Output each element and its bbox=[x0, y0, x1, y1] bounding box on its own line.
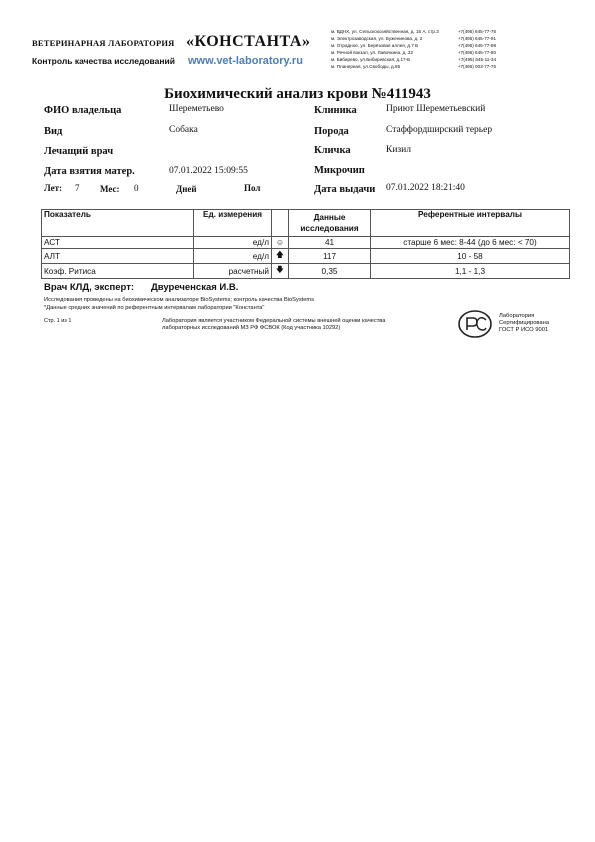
table-row bbox=[42, 237, 570, 249]
address-text: м. Отрадное, ул. Берёзовая аллея, д.7 Б bbox=[331, 43, 419, 48]
quality-control-text: Контроль качества исследований bbox=[32, 56, 175, 66]
owner-value: Шереметьево bbox=[169, 104, 224, 114]
website-link[interactable]: www.vet-laboratory.ru bbox=[188, 55, 303, 67]
ref-cell: 1,1 - 1,3 bbox=[371, 264, 570, 279]
certification-line: Лаборатория bbox=[499, 313, 535, 319]
certification-line: Сертифицирована bbox=[499, 320, 550, 326]
issue-date-value: 07.01.2022 18:21:40 bbox=[386, 183, 465, 193]
nickname-value: Кизил bbox=[386, 145, 411, 155]
phone-text: +7(495) 645-11-34 bbox=[458, 57, 496, 62]
value-cell: 0,35 bbox=[289, 264, 371, 279]
issue-date-label: Дата выдачи bbox=[314, 184, 376, 195]
arrow-down-icon: 🡇 bbox=[272, 264, 289, 279]
phone-text: +7(495) 645-77-76 bbox=[457, 29, 496, 34]
report-title: Биохимический анализ крови №411943 bbox=[164, 86, 431, 102]
reference-note: *Данные средних значений по референтным интервалам лаборатории "Константа" bbox=[44, 305, 265, 311]
months-value: 0 bbox=[134, 183, 139, 193]
col-header-ref: Референтные интервалы bbox=[371, 210, 570, 237]
address-text: м. ВДНХ, ул. Сельскохозяйственная, д. 16 А, стр.3 bbox=[331, 29, 439, 34]
ref-cell: старше 6 мес: 8-44 (до 6 мес: < 70) bbox=[371, 237, 570, 249]
date-taken-value: 07.01.2022 15:09:55 bbox=[169, 166, 248, 176]
col-header-flag bbox=[272, 210, 289, 237]
certification-text bbox=[499, 313, 549, 334]
address-text: м. Электрозаводская, ул. Буженинова, д. 2 bbox=[331, 36, 423, 41]
years-value: 7 bbox=[75, 183, 80, 193]
col-header-data: Данные исследования bbox=[289, 210, 371, 237]
microchip-label: Микрочип bbox=[314, 165, 365, 176]
address-text: м. Планерная, ул.Свободы, д.85 bbox=[331, 64, 401, 69]
species-label: Вид bbox=[44, 126, 63, 137]
lab-title: ВЕТЕРИНАРНАЯ ЛАБОРАТОРИЯ bbox=[32, 38, 175, 48]
table-row bbox=[42, 249, 570, 264]
phone-text: +7(495) 645-77-91 bbox=[457, 36, 496, 41]
address-row bbox=[331, 49, 496, 56]
sex-label: Пол bbox=[244, 183, 261, 193]
participation-line: Лаборатория является участником Федеральной системы внешней оценки качества bbox=[162, 318, 386, 324]
param-cell: Коэф. Ритиса bbox=[42, 264, 194, 279]
phone-text: +7(495) 003-77-75 bbox=[457, 64, 496, 69]
species-value: Собака bbox=[169, 125, 198, 135]
nickname-label: Кличка bbox=[314, 145, 351, 156]
lab-brand: «КОНСТАНТА» bbox=[186, 33, 311, 50]
phone-text: +7(495) 645-77-98 bbox=[457, 43, 496, 48]
date-taken-label: Дата взятия матер. bbox=[44, 166, 135, 177]
table-header-row bbox=[42, 210, 570, 237]
arrow-up-icon: 🡅 bbox=[272, 249, 289, 264]
address-row bbox=[331, 28, 496, 35]
owner-label: ФИО владельца bbox=[44, 105, 122, 116]
days-label: Дней bbox=[176, 184, 197, 194]
doctor-signature-label: Врач КЛД, эксперт: bbox=[44, 282, 135, 293]
unit-cell: ед/л bbox=[194, 237, 272, 249]
col-header-unit: Ед. измерения bbox=[194, 210, 272, 237]
analyzer-note: Исследования проведены на биохимическом анализаторе BioSystems; контроль качества BioSystems bbox=[44, 297, 314, 303]
certification-logo-icon bbox=[458, 310, 492, 338]
value-cell: 117 bbox=[289, 249, 371, 264]
smiley-icon: ☺ bbox=[272, 237, 289, 249]
page-number: Стр. 1 из 1 bbox=[44, 318, 72, 324]
ref-cell: 10 - 58 bbox=[371, 249, 570, 264]
breed-value: Стаффордширский терьер bbox=[386, 125, 493, 135]
doctor-signature-name: Двуреченская И.В. bbox=[151, 282, 239, 293]
address-row bbox=[331, 35, 496, 42]
address-text: м. Речной вокзал, ул. Лавочкина, д. 32 bbox=[331, 50, 413, 55]
value-cell: 41 bbox=[289, 237, 371, 249]
certification-line: ГОСТ Р ИСО 9001 bbox=[499, 327, 549, 333]
clinic-label: Клиника bbox=[314, 105, 357, 116]
param-cell: АЛТ bbox=[42, 249, 194, 264]
unit-cell: расчетный bbox=[194, 264, 272, 279]
breed-label: Порода bbox=[314, 126, 349, 137]
param-cell: АСТ bbox=[42, 237, 194, 249]
participation-text bbox=[162, 318, 385, 332]
table-row bbox=[42, 264, 570, 279]
unit-cell: ед/л bbox=[194, 249, 272, 264]
results-table bbox=[41, 209, 570, 279]
address-list bbox=[331, 28, 496, 70]
participation-line: лабораторных исследований МЗ РФ ФСВОК (Код участника 10292) bbox=[162, 325, 341, 331]
address-row bbox=[331, 56, 496, 63]
doctor-label: Лечащий врач bbox=[44, 146, 114, 157]
address-row bbox=[331, 42, 496, 49]
address-text: м. Бибирево, ул.Бибиревская, д.17-Б bbox=[331, 57, 411, 62]
address-row bbox=[331, 63, 496, 70]
months-label: Мес: bbox=[100, 184, 120, 194]
col-header-param: Показатель bbox=[42, 210, 194, 237]
years-label: Лет: bbox=[44, 183, 63, 193]
clinic-value: Приют Шереметьевский bbox=[386, 104, 486, 114]
phone-text: +7(495) 645-77-80 bbox=[457, 50, 496, 55]
